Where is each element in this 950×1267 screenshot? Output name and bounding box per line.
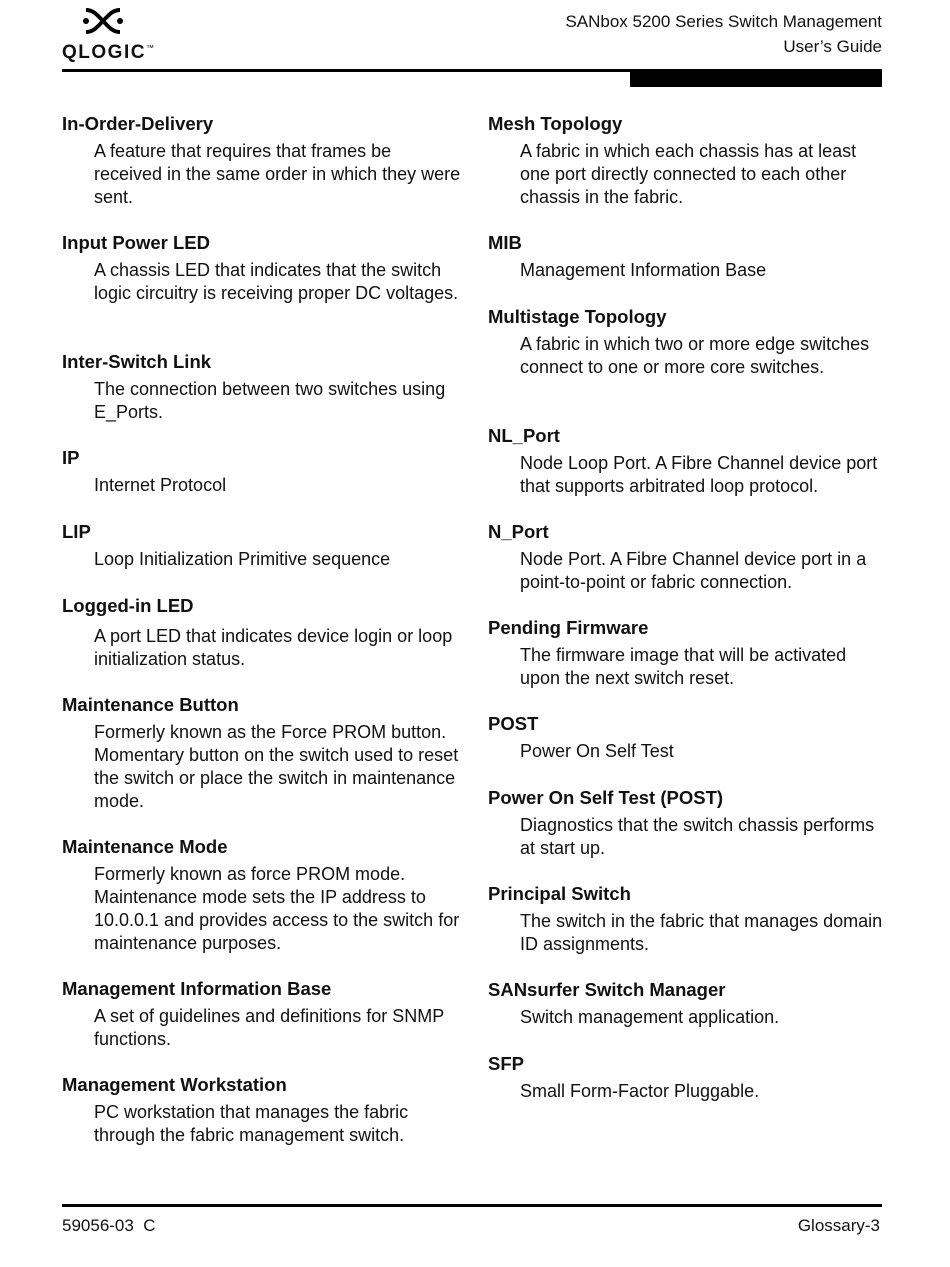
glossary-entry [488,520,888,616]
page-number: Glossary-3 [797,1216,880,1235]
glossary-right-column [488,112,888,1126]
glossary-entry [62,693,462,835]
glossary-entry [488,978,888,1052]
glossary-definition: The switch in the fabric that manages domain ID assignments. [520,911,883,954]
glossary-entry [62,231,462,350]
glossary-entry [62,835,462,977]
glossary-definition: A chassis LED that indicates that the switch logic circuitry is receiving proper DC voltages. [94,260,459,303]
glossary-definition: Internet Protocol [94,475,227,495]
glossary-term: N_Port [488,521,549,542]
glossary-definition: A feature that requires that frames be received in the same order in which they were sent. [94,141,461,207]
document-title-line1: SANbox 5200 Series Switch Management [565,12,882,31]
glossary-term: Power On Self Test (POST) [488,787,724,808]
glossary-term: MIB [488,232,522,253]
glossary-entry [488,231,888,305]
glossary-entry [62,520,462,594]
glossary-definition: Power On Self Test [520,741,674,761]
section-tab-bar [630,70,882,87]
glossary-term: Management Information Base [62,978,332,999]
glossary-term: POST [488,713,539,734]
glossary-term: SANsurfer Switch Manager [488,979,726,1000]
glossary-definition: The connection between two switches using E_Ports. [94,379,446,422]
glossary-left-column [62,112,462,1147]
glossary-term: Maintenance Mode [62,836,228,857]
glossary-definition: Node Loop Port. A Fibre Channel device port that supports arbitrated loop protocol. [520,453,878,496]
footer-rule [62,1204,882,1207]
glossary-entry [488,305,888,424]
glossary-term: Pending Firmware [488,617,649,638]
glossary-entry [488,882,888,978]
glossary-definition: Formerly known as the Force PROM button. Momentary button on the switch used to reset the switch or place the switch in maintenance mode. [94,722,459,811]
glossary-term: SFP [488,1053,524,1074]
glossary-entry [62,350,462,446]
glossary-term: In-Order-Delivery [62,113,214,134]
glossary-definition: Management Information Base [520,260,767,280]
glossary-entry [488,712,888,786]
glossary-definition: Formerly known as force PROM mode. Maintenance mode sets the IP address to 10.0.0.1 and provides access to the switch for maintenance purposes. [94,864,460,953]
glossary-term: Input Power LED [62,232,210,253]
glossary-term: Management Workstation [62,1074,287,1095]
glossary-definition: PC workstation that manages the fabric through the fabric management switch. [94,1102,409,1145]
glossary-definition: A fabric in which two or more edge switches connect to one or more core switches. [520,334,870,377]
glossary-entry [488,424,888,520]
qlogic-logo-icon [82,6,124,36]
glossary-entry [488,112,888,231]
glossary-term: Mesh Topology [488,113,623,134]
glossary-entry [62,112,462,231]
glossary-entry [62,594,462,693]
glossary-definition: A set of guidelines and definitions for SNMP functions. [94,1006,444,1049]
glossary-definition: Loop Initialization Primitive sequence [94,549,391,569]
document-number: 59056-03 C [62,1216,156,1235]
glossary-definition: Small Form-Factor Pluggable. [520,1081,760,1101]
glossary-term: Principal Switch [488,883,631,904]
glossary-definition: A fabric in which each chassis has at least one port directly connected to each other chassis in the fabric. [520,141,857,207]
glossary-term: Maintenance Button [62,694,239,715]
glossary-entry [62,1073,462,1147]
logo-wordmark: QLOGIC™ [62,42,156,63]
glossary-entry [488,786,888,882]
glossary-entry [488,616,888,712]
glossary-definition: The firmware image that will be activated upon the next switch reset. [520,645,847,688]
glossary-term: NL_Port [488,425,560,446]
glossary-definition: Switch management application. [520,1007,780,1027]
document-title-line2: User’s Guide [783,37,882,56]
glossary-definition: Diagnostics that the switch chassis performs at start up. [520,815,875,858]
glossary-entry [62,446,462,520]
qlogic-logo [62,6,156,63]
glossary-term: Logged-in LED [62,595,194,616]
document-title [565,9,882,59]
glossary-entry [62,977,462,1073]
glossary-definition: Node Port. A Fibre Channel device port in a point-to-point or fabric connection. [520,549,867,592]
glossary-definition: A port LED that indicates device login or loop initialization status. [94,626,453,669]
glossary-term: Inter-Switch Link [62,351,212,372]
glossary-term: Multistage Topology [488,306,667,327]
glossary-term: IP [62,447,80,468]
glossary-term: LIP [62,521,91,542]
glossary-entry [488,1052,888,1126]
